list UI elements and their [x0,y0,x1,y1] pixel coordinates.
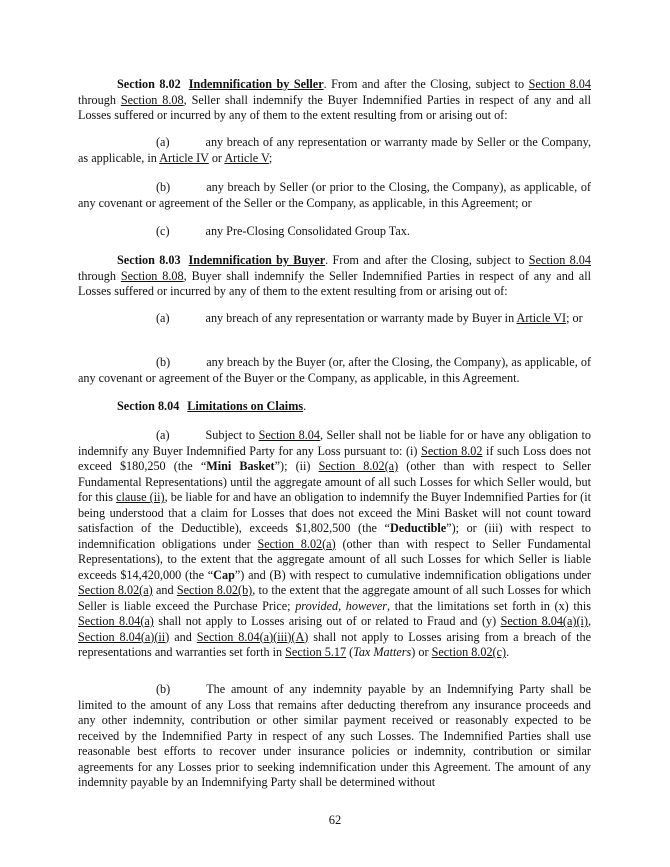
clause-label: (a) [156,428,170,442]
clause-8-02-a: (a) any breach of any representation or warranty made by Seller or the Company, as applicable, in Article IV or Article V; [78,135,591,165]
italic-phrase: provided, however [295,598,388,613]
section-8-04-heading: Section 8.04 Limitations on Claims. [117,399,307,413]
section-8-02-paragraph: Section 8.02 Indemnification by Seller. From and after the Closing, subject to Section 8.04 through Section 8.08, Seller shall indemnify the Buyer Indemnified Parties in respect of any and all Losses suffered or incurred by any of them to the extent resulting from or arising out of: [78,77,591,122]
defined-term: Mini Basket [206,459,275,473]
page-number: 62 [328,813,342,827]
cross-reference: Article IV [159,150,209,165]
defined-term: Deductible [389,521,447,535]
clause-label: (b) [156,180,171,194]
clause-label: (a) [156,311,170,325]
section-title: Indemnification by Seller [188,77,324,91]
cross-reference: Section 8.04 [528,77,591,91]
defined-term: Cap [213,567,235,582]
cross-reference: Section 8.04 [528,253,591,267]
clause-8-04-a: (a) Subject to Section 8.04, Seller shall not be liable for or have any obligation to indemnify any Buyer Indemnified Party for any Loss pursuant to: (i) Section 8.02 if such Loss does not exceed $180,250 (the “Mini Basket”); (ii) Section 8.02(a) (other than with respect to Seller Fundamental Representations) until the aggregate amount of all such Losses for which Seller would, but for this clause (ii), be liable for and have an obligation to indemnify the Buyer Indemnified Parties for (it being understood that a claim for Losses that does not exceed the Mini Basket will not count toward satisfaction of the Deductible), exceeds $1,802,500 (the “Deductible”); or (iii) with respect to indemnification obligations under Section 8.02(a) (other than with respect to Seller Fundamental Representations), to the extent that the aggregate amount of all such Losses for which Seller is liable exceeds $14,420,000 (the “Cap”) and (B) with respect to cumulative indemnification obligations under Section 8.02(a) and Section 8.02(b), to the extent that the aggregate amount of all such Losses for which Seller is liable exceed the Purchase Price; provided, however, that the limitations set forth in (x) this Section 8.04(a) shall not apply to Losses arising out of or related to Fraud and (y) Section 8.04(a)(i), Section 8.04(a)(ii) and Section 8.04(a)(iii)(A) shall not apply to Losses arising from a breach of the representations and warranties set forth in Section 5.17 (Tax Matters) or Section 8.02(c). [78,428,592,659]
section-number: Section 8.02 [117,77,181,91]
cross-reference: Section 8.04(a)(i) [500,614,588,628]
section-number: Section 8.04 [117,399,180,413]
cross-reference: Article VI [516,311,567,325]
section-title: Indemnification by Buyer [188,253,326,267]
section-number: Section 8.03 [117,253,181,267]
section-title: Limitations on Claims [187,399,304,413]
cross-reference: Section 8.08 [120,92,184,107]
cross-reference: Section 8.02(a) [257,536,336,551]
cross-reference: Section 8.04(a)(ii) [78,629,170,644]
clause-8-04-b: (b) The amount of any indemnity payable by an Indemnifying Party shall be limited to the amount of any Loss that remains after deducting therefrom any insurance proceeds and any other indemnity, contribution or other similar payment received or reasonably expected to be received by the Indemnified Party in respect of any such Losses. The Indemnified Parties shall use reasonable best efforts to recover under insurance policies or indemnity, contribution or similar agreements for any Losses prior to seeking indemnification under this Agreement. The amount of any indemnity payable by an Indemnifying Party shall be determined without [78,682,591,789]
cross-reference: Section 8.04(a) [78,614,154,628]
clause-label: (c) [156,224,170,238]
cross-reference: Section 8.04 [258,428,320,442]
cross-reference: Section 8.08 [120,268,184,283]
clause-8-02-c: (c) any Pre-Closing Consolidated Group Tax. [156,224,410,238]
cross-reference: Section 8.02(c) [431,645,507,659]
clause-8-03-b: (b) any breach by the Buyer (or, after the Closing, the Company), as applicable, of any covenant or agreement of the Buyer or the Company, as applicable, in this Agreement. [78,355,591,385]
italic-phrase: Tax Matters [353,645,412,659]
clause-label: (b) [156,682,171,696]
cross-reference: Article V [224,150,269,165]
clause-8-03-a: (a) any breach of any representation or warranty made by Buyer in Article VI; or [156,311,583,325]
section-8-03-paragraph: Section 8.03 Indemnification by Buyer. From and after the Closing, subject to Section 8.04 through Section 8.08, Buyer shall indemnify the Seller Indemnified Parties in respect of any and all Losses suffered or incurred by any of them to the extent resulting from or arising out of: [78,253,591,298]
clause-8-02-b: (b) any breach by Seller (or prior to the Closing, the Company), as applicable, of any covenant or agreement of the Seller or the Company, as applicable, in this Agreement; or [78,180,591,210]
cross-reference: Section 8.02 [421,443,483,458]
cross-reference: Section 8.02(a) [78,583,153,597]
cross-reference: Section 8.02(a) [318,459,399,473]
cross-reference: Section 5.17 [285,645,347,659]
cross-reference: clause (ii) [116,490,165,504]
cross-reference: Section 8.02(b) [176,583,253,597]
clause-label: (a) [156,135,170,149]
cross-reference: Section 8.04(a)(iii)(A) [196,629,309,644]
clause-label: (b) [156,355,171,369]
